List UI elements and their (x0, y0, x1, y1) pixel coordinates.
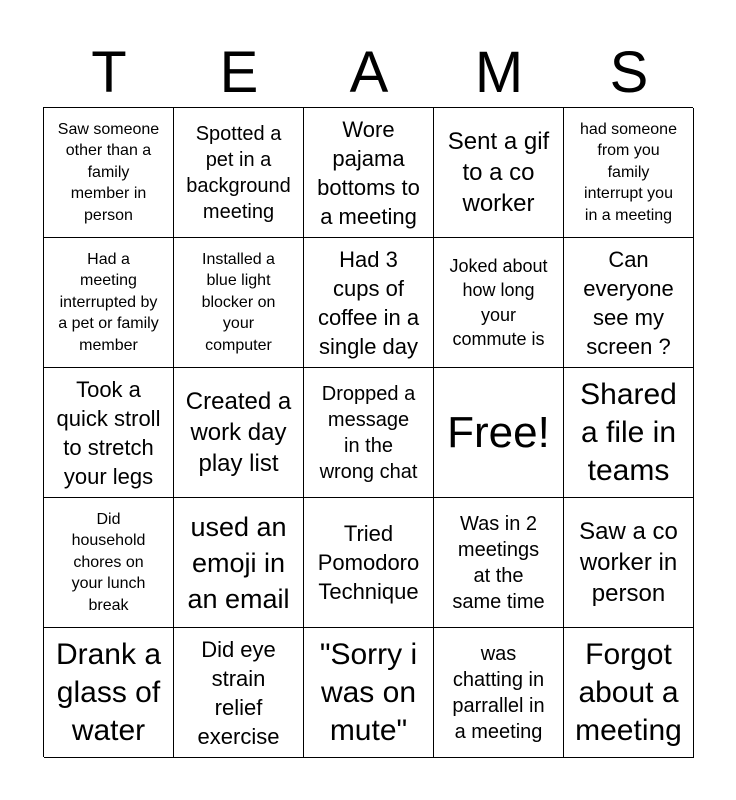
header-letter-t: T (91, 40, 127, 105)
bingo-cell[interactable]: used an emoji in an email (174, 498, 304, 628)
bingo-cell[interactable]: Had 3 cups of coffee in a single day (304, 238, 434, 368)
header-letter-e: E (219, 40, 259, 105)
bingo-cell[interactable]: Forgot about a meeting (564, 628, 694, 758)
bingo-cell[interactable]: Tried Pomodoro Technique (304, 498, 434, 628)
bingo-cell[interactable]: Dropped a message in the wrong chat (304, 368, 434, 498)
bingo-cell[interactable]: was chatting in parrallel in a meeting (434, 628, 564, 758)
bingo-cell[interactable]: Saw someone other than a family member in person (44, 108, 174, 238)
bingo-header (44, 40, 694, 106)
bingo-cell[interactable]: Was in 2 meetings at the same time (434, 498, 564, 628)
bingo-cell[interactable]: Sent a gif to a co worker (434, 108, 564, 238)
bingo-cell[interactable]: Spotted a pet in a background meeting (174, 108, 304, 238)
bingo-cell[interactable]: Had a meeting interrupted by a pet or family member (44, 238, 174, 368)
bingo-cell[interactable]: Can everyone see my screen ? (564, 238, 694, 368)
bingo-cell[interactable]: Did eye strain relief exercise (174, 628, 304, 758)
bingo-cell[interactable]: Joked about how long your commute is (434, 238, 564, 368)
bingo-cell[interactable]: had someone from you family interrupt you in a meeting (564, 108, 694, 238)
bingo-cell[interactable]: Wore pajama bottoms to a meeting (304, 108, 434, 238)
header-letter-a: A (349, 40, 389, 105)
free-space[interactable]: Free! (434, 368, 564, 498)
header-letter-m: M (474, 40, 524, 105)
bingo-cell[interactable]: Shared a file in teams (564, 368, 694, 498)
header-letter-s: S (609, 40, 649, 105)
bingo-cell[interactable]: Drank a glass of water (44, 628, 174, 758)
bingo-cell[interactable]: Did household chores on your lunch break (44, 498, 174, 628)
bingo-board (43, 107, 693, 757)
bingo-cell[interactable]: Took a quick stroll to stretch your legs (44, 368, 174, 498)
bingo-cell[interactable]: Installed a blue light blocker on your computer (174, 238, 304, 368)
bingo-cell[interactable]: Created a work day play list (174, 368, 304, 498)
bingo-cell[interactable]: Saw a co worker in person (564, 498, 694, 628)
bingo-cell[interactable]: "Sorry i was on mute" (304, 628, 434, 758)
